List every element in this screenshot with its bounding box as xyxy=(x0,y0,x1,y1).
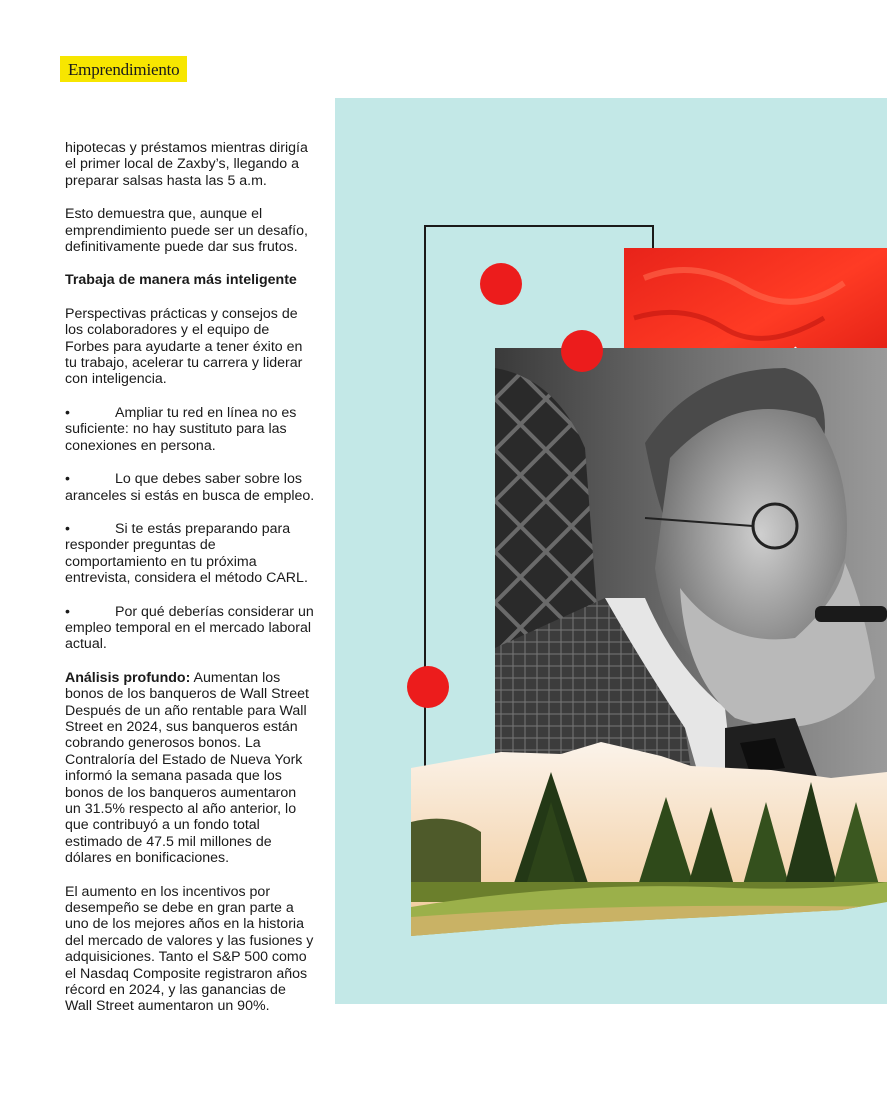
red-dot-accent xyxy=(407,666,449,708)
bullet-item xyxy=(65,604,315,653)
bullet-item xyxy=(65,521,315,587)
bullet-dot: • xyxy=(65,603,70,620)
portrait-photo xyxy=(495,348,887,798)
bullet-dot: • xyxy=(65,520,70,537)
analysis-lead: Análisis profundo: xyxy=(65,669,191,686)
section-tag: Emprendimiento xyxy=(60,56,187,82)
paragraph-analysis xyxy=(65,670,315,867)
paragraph-perspectives: Perspectivas prácticas y consejos de los colaboradores y el equipo de Forbes para ayudarte a tener éxito en tu trabajo, acelerar tu carrera y liderar con inteligencia. xyxy=(65,305,303,388)
bullet-item xyxy=(65,405,315,454)
red-dot-accent xyxy=(480,263,522,305)
bullet-lead: Por qué deberías considerar un xyxy=(115,603,314,620)
bullet-text: suficiente: no hay sustituto para las conexiones en persona. xyxy=(65,421,287,454)
bullet-item xyxy=(65,471,315,504)
bullet-text: empleo temporal en el mercado laboral actual. xyxy=(65,619,312,653)
photo-collage xyxy=(335,98,887,1004)
article-column xyxy=(65,140,315,1032)
bullet-lead: Lo que debes saber sobre los xyxy=(115,471,302,488)
bullet-text: responder preguntas de comportamiento en tu próxima entrevista, considera el método CARL. xyxy=(65,537,308,587)
red-dot-accent xyxy=(561,330,603,372)
analysis-body: Aumentan los bonos de los banqueros de Wall Street Después de un año rentable para Wall Street en 2024, sus banqueros están cobrando generosos bonos. La Contraloría del Estado de Nueva York informó la semana pasada que los bonos de los banqueros aumentaron un 31.5% respecto al año anterior, lo que contribuyó a un fondo total estimado de 47.5 mil millones de dólares en bonificaciones. xyxy=(65,669,309,867)
paragraph-final: El aumento en los incentivos por desempeño se debe en gran parte a uno de los mejores años en la historia del mercado de valores y las fusiones y adquisiciones. Tanto el S&P 500 como el Nasdaq Composite registraron años récord en 2024, y las ganancias de Wall Street aumentaron un 90%. xyxy=(65,883,314,1015)
bullet-lead: Ampliar tu red en línea no es xyxy=(115,404,297,421)
bullet-text: aranceles si estás en busca de empleo. xyxy=(65,487,315,504)
bullet-dot: • xyxy=(65,471,70,488)
paragraph-intro: hipotecas y préstamos mientras dirigía el primer local de Zaxby’s, llegando a preparar salsas hasta las 5 a.m. xyxy=(65,140,308,189)
bullet-dot: • xyxy=(65,404,70,421)
section-heading: Trabaja de manera más inteligente xyxy=(65,272,297,289)
bullet-lead: Si te estás preparando para xyxy=(115,520,291,537)
forest-landscape-photo xyxy=(411,742,887,938)
paragraph-conclusion: Esto demuestra que, aunque el emprendimiento puede ser un desafío, definitivamente puede dar sus frutos. xyxy=(65,206,308,256)
